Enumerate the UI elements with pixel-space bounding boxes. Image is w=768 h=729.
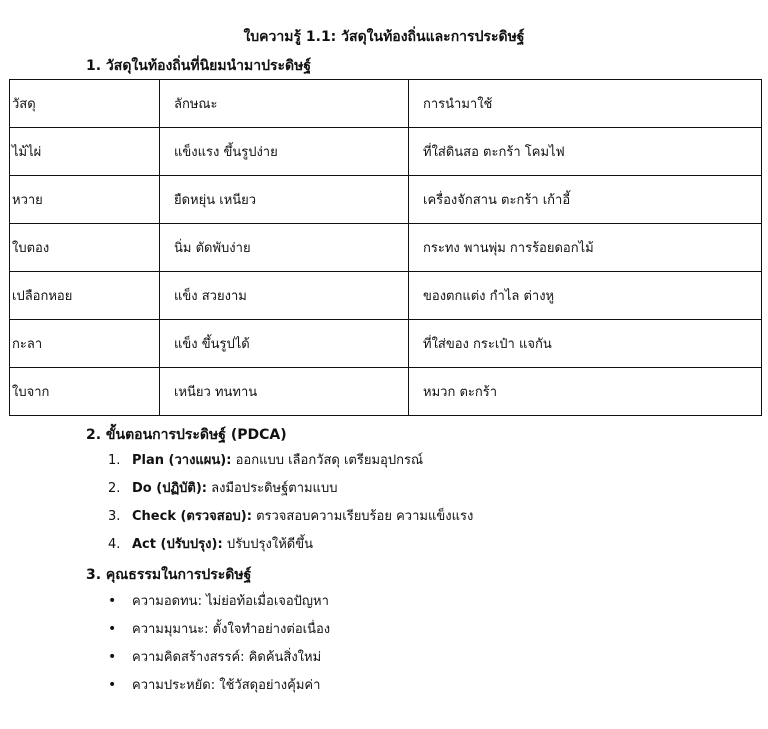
- list-item: [108, 478, 473, 506]
- step-term: Act (ปรับปรุง):: [132, 537, 223, 552]
- step-number: 4.: [108, 537, 121, 552]
- list-item: [108, 450, 473, 478]
- materials-table: [9, 79, 762, 416]
- table-cell: แข็ง สวยงาม: [160, 272, 409, 320]
- table-cell: ไม้ไผ่: [10, 128, 160, 176]
- pdca-steps-list: [108, 450, 473, 562]
- step-number: 2.: [108, 481, 121, 496]
- step-term: Plan (วางแผน):: [132, 453, 232, 468]
- table-cell: หมวก ตะกร้า: [409, 368, 762, 416]
- step-description: ออกแบบ เลือกวัสดุ เตรียมอุปกรณ์: [235, 453, 424, 468]
- page-title: ใบความรู้ 1.1: วัสดุในท้องถิ่นและการประดิษฐ์: [243, 29, 525, 45]
- step-description: ปรับปรุงให้ดีขึ้น: [226, 537, 314, 552]
- bullet-icon: •: [108, 593, 117, 609]
- step-term: Do (ปฏิบัติ):: [132, 481, 208, 496]
- table-header-row: [10, 80, 762, 128]
- list-item: [108, 674, 330, 702]
- step-number: 1.: [108, 453, 121, 468]
- table-cell: หวาย: [10, 176, 160, 224]
- step-term: Check (ตรวจสอบ):: [132, 509, 252, 524]
- table-cell: ที่ใส่ดินสอ ตะกร้า โคมไฟ: [409, 128, 762, 176]
- table-cell: แข็งแรง ขึ้นรูปง่าย: [160, 128, 409, 176]
- list-item: [108, 506, 473, 534]
- section-heading-materials: 1. วัสดุในท้องถิ่นที่นิยมนำมาประดิษฐ์: [86, 58, 312, 74]
- list-item: [108, 618, 330, 646]
- table-cell: ที่ใส่ของ กระเป๋า แจกัน: [409, 320, 762, 368]
- table-cell: เปลือกหอย: [10, 272, 160, 320]
- step-number: 3.: [108, 509, 121, 524]
- table-cell: กะลา: [10, 320, 160, 368]
- section-heading-steps: 2. ขั้นตอนการประดิษฐ์ (PDCA): [86, 427, 287, 443]
- table-cell: เหนียว ทนทาน: [160, 368, 409, 416]
- column-header-material: วัสดุ: [10, 80, 160, 128]
- table-cell: นิ่ม ตัดพับง่าย: [160, 224, 409, 272]
- step-description: ลงมือประดิษฐ์ตามแบบ: [211, 481, 338, 496]
- table-cell: ใบจาก: [10, 368, 160, 416]
- table-cell: ใบตอง: [10, 224, 160, 272]
- virtue-text: ความประหยัด: ใช้วัสดุอย่างคุ้มค่า: [132, 678, 321, 693]
- table-row: [10, 176, 762, 224]
- table-cell: แข็ง ขึ้นรูปได้: [160, 320, 409, 368]
- column-header-usage: การนำมาใช้: [409, 80, 762, 128]
- table-row: [10, 128, 762, 176]
- virtues-list: [108, 590, 330, 702]
- virtue-text: ความอดทน: ไม่ย่อท้อเมื่อเจอปัญหา: [132, 594, 329, 609]
- table-cell: เครื่องจักสาน ตะกร้า เก้าอี้: [409, 176, 762, 224]
- list-item: [108, 646, 330, 674]
- column-header-properties: ลักษณะ: [160, 80, 409, 128]
- bullet-icon: •: [108, 621, 117, 637]
- list-item: [108, 590, 330, 618]
- table-cell: ยืดหยุ่น เหนียว: [160, 176, 409, 224]
- table-row: [10, 368, 762, 416]
- list-item: [108, 534, 473, 562]
- table-cell: กระทง พานพุ่ม การร้อยดอกไม้: [409, 224, 762, 272]
- table-row: [10, 224, 762, 272]
- virtue-text: ความมุมานะ: ตั้งใจทำอย่างต่อเนื่อง: [132, 622, 331, 637]
- table-cell: ของตกแต่ง กำไล ต่างหู: [409, 272, 762, 320]
- section-heading-virtues: 3. คุณธรรมในการประดิษฐ์: [86, 567, 252, 583]
- step-description: ตรวจสอบความเรียบร้อย ความแข็งแรง: [256, 509, 474, 524]
- table-row: [10, 320, 762, 368]
- bullet-icon: •: [108, 677, 117, 693]
- virtue-text: ความคิดสร้างสรรค์: คิดค้นสิ่งใหม่: [132, 650, 322, 665]
- bullet-icon: •: [108, 649, 117, 665]
- table-row: [10, 272, 762, 320]
